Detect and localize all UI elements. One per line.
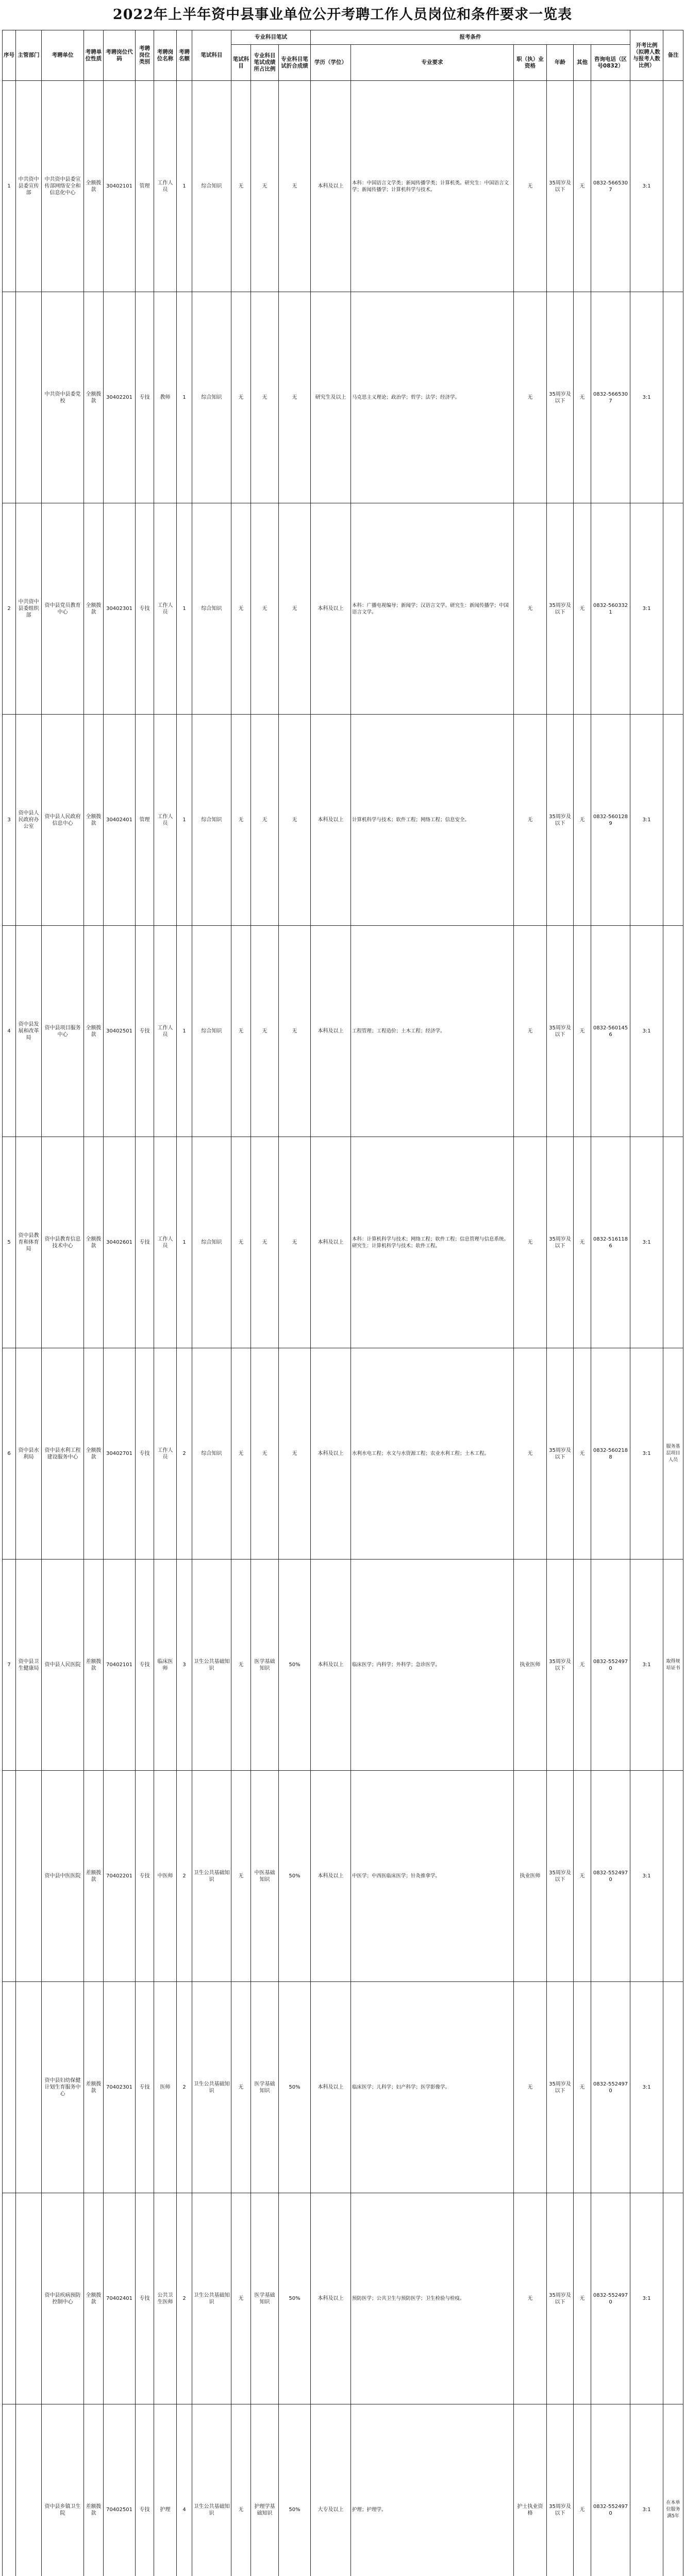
cell-seq bbox=[3, 2404, 16, 2576]
cell-code: 30402201 bbox=[104, 292, 136, 503]
cell-age: 35周岁及以下 bbox=[547, 1771, 574, 1982]
cell-phone: 0832-5601456 bbox=[591, 926, 630, 1137]
cell-unit: 资中县人民政府信息中心 bbox=[42, 715, 84, 926]
cell-type: 专技 bbox=[136, 926, 154, 1137]
cell-phone: 0832-5602188 bbox=[591, 1348, 630, 1560]
cell-exam: 综合知识 bbox=[192, 503, 231, 715]
cell-major: 水利水电工程；水文与水资源工程；农业水利工程；土木工程。 bbox=[351, 1348, 514, 1560]
cell-target: 无 bbox=[231, 2404, 251, 2576]
th-major: 专业要求 bbox=[351, 45, 514, 81]
cell-dept bbox=[16, 2404, 42, 2576]
cell-code: 30402101 bbox=[104, 81, 136, 292]
cell-remark bbox=[663, 81, 683, 292]
table-row bbox=[3, 2193, 683, 2404]
cell-sub1: 无 bbox=[251, 715, 279, 926]
cell-name: 工作人员 bbox=[154, 926, 177, 1137]
cell-target: 无 bbox=[231, 1348, 251, 1560]
cell-type: 专技 bbox=[136, 1982, 154, 2193]
cell-type: 专技 bbox=[136, 503, 154, 715]
cell-other: 无 bbox=[574, 715, 591, 926]
cell-sub2: 50% bbox=[279, 1771, 311, 1982]
cell-phone: 0832-5524970 bbox=[591, 2404, 630, 2576]
cell-seq: 5 bbox=[3, 1137, 16, 1348]
cell-other: 无 bbox=[574, 503, 591, 715]
cell-age: 35周岁及以下 bbox=[547, 1982, 574, 2193]
cell-code: 70402401 bbox=[104, 2193, 136, 2404]
table-row bbox=[3, 1560, 683, 1771]
th-count: 考聘名额 bbox=[177, 30, 192, 81]
cell-level: 本科及以上 bbox=[311, 1348, 351, 1560]
cell-type: 专技 bbox=[136, 292, 154, 503]
cell-ratio: 3:1 bbox=[630, 1137, 663, 1348]
table-row bbox=[3, 2404, 683, 2576]
cell-unit: 中共资中县委宣传部网络安全和信息化中心 bbox=[42, 81, 84, 292]
cell-phone: 0832-5601289 bbox=[591, 715, 630, 926]
cell-exam: 综合知识 bbox=[192, 1137, 231, 1348]
cell-count: 2 bbox=[177, 1348, 192, 1560]
cell-cert: 无 bbox=[514, 1348, 547, 1560]
cell-remark bbox=[663, 926, 683, 1137]
cell-unit: 资中县教育信息技术中心 bbox=[42, 1137, 84, 1348]
cell-cert: 无 bbox=[514, 81, 547, 292]
cell-ratio: 3:1 bbox=[630, 2404, 663, 2576]
cell-cert: 无 bbox=[514, 1982, 547, 2193]
cell-unit: 资中县党员教育中心 bbox=[42, 503, 84, 715]
th-type: 考聘岗位类别 bbox=[136, 30, 154, 81]
cell-name: 医师 bbox=[154, 1982, 177, 2193]
cell-level: 本科及以上 bbox=[311, 1137, 351, 1348]
cell-age: 35周岁及以下 bbox=[547, 1137, 574, 1348]
th-ratio: 开考比例（拟聘人数与报考人数比例） bbox=[630, 30, 663, 81]
th-cert: 职（执）业资格 bbox=[514, 45, 547, 81]
table-row bbox=[3, 1771, 683, 1982]
cell-nature: 差额拨款 bbox=[84, 1560, 104, 1771]
cell-level: 本科及以上 bbox=[311, 1982, 351, 2193]
cell-exam: 综合知识 bbox=[192, 81, 231, 292]
cell-other: 无 bbox=[574, 1982, 591, 2193]
cell-sub1: 无 bbox=[251, 292, 279, 503]
cell-code: 30402401 bbox=[104, 715, 136, 926]
cell-level: 研究生及以上 bbox=[311, 292, 351, 503]
cell-count: 2 bbox=[177, 2193, 192, 2404]
table-row bbox=[3, 715, 683, 926]
cell-code: 30402301 bbox=[104, 503, 136, 715]
cell-remark: 服务基层项目人员 bbox=[663, 1348, 683, 1560]
cell-nature: 全额拨款 bbox=[84, 503, 104, 715]
cell-seq: 7 bbox=[3, 1560, 16, 1771]
cell-code: 70402301 bbox=[104, 1982, 136, 2193]
cell-count: 4 bbox=[177, 2404, 192, 2576]
cell-age: 35周岁及以下 bbox=[547, 292, 574, 503]
cell-major: 中医学；中西医临床医学；针灸推拿学。 bbox=[351, 1771, 514, 1982]
cell-count: 1 bbox=[177, 503, 192, 715]
cell-ratio: 3:1 bbox=[630, 1348, 663, 1560]
th-nature: 考聘单位性质 bbox=[84, 30, 104, 81]
cell-ratio: 3:1 bbox=[630, 503, 663, 715]
cell-nature: 差额拨款 bbox=[84, 1982, 104, 2193]
cell-cert: 无 bbox=[514, 1137, 547, 1348]
th-remark: 备注 bbox=[663, 30, 683, 81]
cell-remark bbox=[663, 715, 683, 926]
cell-phone: 0832-5603321 bbox=[591, 503, 630, 715]
cell-sub2: 无 bbox=[279, 503, 311, 715]
cell-major: 本科：计算机科学与技术；网络工程；软件工程；信息管理与信息系统。研究生：计算机科学与技术；软件工程。 bbox=[351, 1137, 514, 1348]
cell-remark: 在本单位服务满5年 bbox=[663, 2404, 683, 2576]
cell-cert: 护士执业资格 bbox=[514, 2404, 547, 2576]
cell-sub1: 无 bbox=[251, 503, 279, 715]
cell-ratio: 3:1 bbox=[630, 1560, 663, 1771]
cell-cert: 无 bbox=[514, 715, 547, 926]
cell-ratio: 3:1 bbox=[630, 292, 663, 503]
table-body bbox=[3, 81, 683, 2576]
cell-level: 大专及以上 bbox=[311, 2404, 351, 2576]
cell-type: 专技 bbox=[136, 1560, 154, 1771]
cell-nature: 全额拨款 bbox=[84, 81, 104, 292]
cell-other: 无 bbox=[574, 1560, 591, 1771]
cell-type: 管理 bbox=[136, 81, 154, 292]
table-row bbox=[3, 926, 683, 1137]
table-header bbox=[3, 30, 683, 81]
cell-cert: 执业医师 bbox=[514, 1560, 547, 1771]
cell-level: 本科及以上 bbox=[311, 81, 351, 292]
cell-sub2: 无 bbox=[279, 1137, 311, 1348]
cell-target: 无 bbox=[231, 926, 251, 1137]
cell-nature: 差额拨款 bbox=[84, 2404, 104, 2576]
cell-target: 无 bbox=[231, 1560, 251, 1771]
page-title: 2022年上半年资中县事业单位公开考聘工作人员岗位和条件要求一览表 bbox=[112, 7, 573, 23]
cell-sub2: 无 bbox=[279, 1348, 311, 1560]
cell-unit: 资中县项目服务中心 bbox=[42, 926, 84, 1137]
cell-phone: 0832-5524970 bbox=[591, 2193, 630, 2404]
th-sub2: 专业科目笔试成绩所占比例 bbox=[251, 45, 279, 81]
cell-sub1: 中医基础知识 bbox=[251, 1771, 279, 1982]
cell-code: 70402501 bbox=[104, 2404, 136, 2576]
th-contact: 咨询电话（区号0832） bbox=[591, 45, 630, 81]
cell-code: 30402501 bbox=[104, 926, 136, 1137]
cell-exam: 综合知识 bbox=[192, 1348, 231, 1560]
cell-name: 教师 bbox=[154, 292, 177, 503]
th-unit: 考聘单位 bbox=[42, 30, 84, 81]
th-sub3: 专业科目笔试折合成绩 bbox=[279, 45, 311, 81]
cell-level: 本科及以上 bbox=[311, 926, 351, 1137]
cell-remark bbox=[663, 292, 683, 503]
cell-target: 无 bbox=[231, 2193, 251, 2404]
cell-count: 2 bbox=[177, 1982, 192, 2193]
cell-type: 专技 bbox=[136, 2193, 154, 2404]
cell-cert: 无 bbox=[514, 292, 547, 503]
cell-sub2: 50% bbox=[279, 2193, 311, 2404]
cell-unit: 资中县妇幼保健计划生育服务中心 bbox=[42, 1982, 84, 2193]
cell-dept: 资中县卫生健康局 bbox=[16, 1560, 42, 1771]
cell-seq: 6 bbox=[3, 1348, 16, 1560]
cell-name: 公共卫生医师 bbox=[154, 2193, 177, 2404]
cell-target: 无 bbox=[231, 715, 251, 926]
cell-exam: 综合知识 bbox=[192, 715, 231, 926]
cell-phone: 0832-5524970 bbox=[591, 1771, 630, 1982]
cell-other: 无 bbox=[574, 1771, 591, 1982]
cell-nature: 全额拨款 bbox=[84, 715, 104, 926]
cell-age: 35周岁及以下 bbox=[547, 503, 574, 715]
cell-phone: 0832-5161186 bbox=[591, 1137, 630, 1348]
cell-name: 中医师 bbox=[154, 1771, 177, 1982]
cell-major: 马克思主义理论；政治学；哲学；法学；经济学。 bbox=[351, 292, 514, 503]
cell-ratio: 3:1 bbox=[630, 81, 663, 292]
cell-unit: 资中县乡镇卫生院 bbox=[42, 2404, 84, 2576]
table-row bbox=[3, 1982, 683, 2193]
cell-nature: 全额拨款 bbox=[84, 926, 104, 1137]
cell-sub1: 无 bbox=[251, 1348, 279, 1560]
cell-age: 35周岁及以下 bbox=[547, 1560, 574, 1771]
cell-sub1: 医学基础知识 bbox=[251, 1560, 279, 1771]
cell-other: 无 bbox=[574, 1348, 591, 1560]
cell-name: 工作人员 bbox=[154, 1348, 177, 1560]
cell-unit: 资中县疾病预防控制中心 bbox=[42, 2193, 84, 2404]
cell-count: 1 bbox=[177, 292, 192, 503]
cell-nature: 差额拨款 bbox=[84, 1771, 104, 1982]
cell-ratio: 3:1 bbox=[630, 1771, 663, 1982]
cell-remark bbox=[663, 1137, 683, 1348]
cell-dept: 资中县教育和体育局 bbox=[16, 1137, 42, 1348]
cell-major: 本科：中国语言文学类；新闻传播学类；计算机类。研究生：中国语言文学；新闻传播学；计算机科学与技术。 bbox=[351, 81, 514, 292]
cell-remark: 取得规培证书 bbox=[663, 1560, 683, 1771]
cell-dept bbox=[16, 1982, 42, 2193]
cell-ratio: 3:1 bbox=[630, 715, 663, 926]
cell-target: 无 bbox=[231, 1771, 251, 1982]
cell-other: 无 bbox=[574, 81, 591, 292]
th-edu: 学历（学位） bbox=[311, 45, 351, 81]
cell-target: 无 bbox=[231, 1137, 251, 1348]
cell-unit: 资中县人民医院 bbox=[42, 1560, 84, 1771]
cell-remark bbox=[663, 1982, 683, 2193]
cell-code: 30402601 bbox=[104, 1137, 136, 1348]
cell-remark bbox=[663, 2193, 683, 2404]
cell-cert: 无 bbox=[514, 503, 547, 715]
cell-target: 无 bbox=[231, 1982, 251, 2193]
cell-type: 专技 bbox=[136, 2404, 154, 2576]
cell-other: 无 bbox=[574, 292, 591, 503]
cell-major: 工程管理；工程造价；土木工程；经济学。 bbox=[351, 926, 514, 1137]
th-seq: 序号 bbox=[3, 30, 16, 81]
th-other: 其他 bbox=[574, 45, 591, 81]
cell-sub1: 无 bbox=[251, 81, 279, 292]
cell-nature: 全额拨款 bbox=[84, 1348, 104, 1560]
cell-seq bbox=[3, 1982, 16, 2193]
th-conditions-group: 报考条件 bbox=[311, 30, 630, 45]
cell-dept bbox=[16, 292, 42, 503]
cell-code: 70402201 bbox=[104, 1771, 136, 1982]
th-dept: 主管部门 bbox=[16, 30, 42, 81]
cell-nature: 全额拨款 bbox=[84, 2193, 104, 2404]
cell-dept: 资中县人民政府办公室 bbox=[16, 715, 42, 926]
cell-seq: 1 bbox=[3, 81, 16, 292]
cell-phone: 0832-5524970 bbox=[591, 1560, 630, 1771]
cell-age: 35周岁及以下 bbox=[547, 2404, 574, 2576]
cell-phone: 0832-5665307 bbox=[591, 81, 630, 292]
cell-cert: 执业医师 bbox=[514, 1771, 547, 1982]
cell-code: 70402101 bbox=[104, 1560, 136, 1771]
th-code: 考聘岗位代码 bbox=[104, 30, 136, 81]
cell-sub1: 无 bbox=[251, 1137, 279, 1348]
cell-target: 无 bbox=[231, 81, 251, 292]
cell-sub2: 无 bbox=[279, 292, 311, 503]
cell-sub2: 50% bbox=[279, 1982, 311, 2193]
cell-phone: 0832-5665307 bbox=[591, 292, 630, 503]
cell-major: 计算机科学与技术；软件工程；网络工程；信息安全。 bbox=[351, 715, 514, 926]
cell-count: 3 bbox=[177, 1560, 192, 1771]
cell-other: 无 bbox=[574, 2193, 591, 2404]
cell-age: 35周岁及以下 bbox=[547, 1348, 574, 1560]
cell-target: 无 bbox=[231, 503, 251, 715]
cell-exam: 综合知识 bbox=[192, 292, 231, 503]
cell-count: 1 bbox=[177, 926, 192, 1137]
cell-exam: 卫生公共基础知识 bbox=[192, 2404, 231, 2576]
cell-code: 30402701 bbox=[104, 1348, 136, 1560]
cell-name: 临床医师 bbox=[154, 1560, 177, 1771]
cell-dept: 资中县发展和改革局 bbox=[16, 926, 42, 1137]
cell-dept bbox=[16, 1771, 42, 1982]
cell-exam: 卫生公共基础知识 bbox=[192, 1771, 231, 1982]
cell-dept: 资中县水利局 bbox=[16, 1348, 42, 1560]
cell-target: 无 bbox=[231, 292, 251, 503]
cell-seq: 4 bbox=[3, 926, 16, 1137]
cell-exam: 卫生公共基础知识 bbox=[192, 2193, 231, 2404]
cell-sub1: 医学基础知识 bbox=[251, 1982, 279, 2193]
cell-level: 本科及以上 bbox=[311, 715, 351, 926]
cell-type: 专技 bbox=[136, 1137, 154, 1348]
recruitment-table bbox=[2, 30, 683, 2576]
th-age: 年龄 bbox=[547, 45, 574, 81]
cell-seq: 3 bbox=[3, 715, 16, 926]
cell-name: 工作人员 bbox=[154, 81, 177, 292]
cell-exam: 综合知识 bbox=[192, 926, 231, 1137]
cell-age: 35周岁及以下 bbox=[547, 81, 574, 292]
cell-seq bbox=[3, 292, 16, 503]
cell-sub2: 无 bbox=[279, 926, 311, 1137]
cell-count: 1 bbox=[177, 715, 192, 926]
cell-sub1: 无 bbox=[251, 926, 279, 1137]
cell-major: 临床医学；儿科学；妇产科学；医学影像学。 bbox=[351, 1982, 514, 2193]
cell-dept bbox=[16, 2193, 42, 2404]
cell-sub2: 无 bbox=[279, 715, 311, 926]
cell-cert: 无 bbox=[514, 2193, 547, 2404]
cell-other: 无 bbox=[574, 926, 591, 1137]
cell-type: 管理 bbox=[136, 715, 154, 926]
table-row bbox=[3, 1348, 683, 1560]
cell-phone: 0832-5524970 bbox=[591, 1982, 630, 2193]
cell-dept: 中共资中县委组织部 bbox=[16, 503, 42, 715]
cell-count: 2 bbox=[177, 1771, 192, 1982]
th-exam-subject: 笔试科目 bbox=[192, 30, 231, 81]
table-row bbox=[3, 503, 683, 715]
th-professional-group: 专业科目笔试 bbox=[231, 30, 311, 45]
cell-age: 35周岁及以下 bbox=[547, 926, 574, 1137]
cell-count: 1 bbox=[177, 81, 192, 292]
table-row bbox=[3, 81, 683, 292]
cell-type: 专技 bbox=[136, 1771, 154, 1982]
cell-nature: 全额拨款 bbox=[84, 292, 104, 503]
cell-exam: 卫生公共基础知识 bbox=[192, 1982, 231, 2193]
cell-sub1: 护理学基础知识 bbox=[251, 2404, 279, 2576]
cell-age: 35周岁及以下 bbox=[547, 2193, 574, 2404]
cell-level: 本科及以上 bbox=[311, 1771, 351, 1982]
cell-dept: 中共资中县委宣传部 bbox=[16, 81, 42, 292]
cell-exam: 卫生公共基础知识 bbox=[192, 1560, 231, 1771]
cell-unit: 资中县中医医院 bbox=[42, 1771, 84, 1982]
cell-remark bbox=[663, 1771, 683, 1982]
cell-major: 临床医学；内科学；外科学；急诊医学。 bbox=[351, 1560, 514, 1771]
cell-level: 本科及以上 bbox=[311, 2193, 351, 2404]
cell-name: 护理 bbox=[154, 2404, 177, 2576]
cell-remark bbox=[663, 503, 683, 715]
cell-unit: 中共资中县委党校 bbox=[42, 292, 84, 503]
cell-ratio: 3:1 bbox=[630, 926, 663, 1137]
cell-name: 工作人员 bbox=[154, 503, 177, 715]
cell-level: 本科及以上 bbox=[311, 503, 351, 715]
cell-major: 预防医学；公共卫生与预防医学；卫生检验与检疫。 bbox=[351, 2193, 514, 2404]
cell-name: 工作人员 bbox=[154, 715, 177, 926]
th-sub1: 笔试科目 bbox=[231, 45, 251, 81]
cell-other: 无 bbox=[574, 1137, 591, 1348]
cell-sub2: 50% bbox=[279, 2404, 311, 2576]
cell-seq bbox=[3, 2193, 16, 2404]
cell-count: 1 bbox=[177, 1137, 192, 1348]
cell-other: 无 bbox=[574, 2404, 591, 2576]
cell-sub1: 医学基础知识 bbox=[251, 2193, 279, 2404]
cell-level: 本科及以上 bbox=[311, 1560, 351, 1771]
th-name: 考聘岗位名称 bbox=[154, 30, 177, 81]
table-row bbox=[3, 1137, 683, 1348]
cell-major: 本科：广播电视编导；新闻学；汉语言文学。研究生：新闻传播学；中国语言文学。 bbox=[351, 503, 514, 715]
cell-unit: 资中县水利工程建设服务中心 bbox=[42, 1348, 84, 1560]
cell-seq bbox=[3, 1771, 16, 1982]
cell-ratio: 3:1 bbox=[630, 1982, 663, 2193]
cell-major: 护理；护理学。 bbox=[351, 2404, 514, 2576]
cell-cert: 无 bbox=[514, 926, 547, 1137]
cell-sub2: 无 bbox=[279, 81, 311, 292]
cell-type: 专技 bbox=[136, 1348, 154, 1560]
cell-sub2: 50% bbox=[279, 1560, 311, 1771]
cell-nature: 全额拨款 bbox=[84, 1137, 104, 1348]
cell-ratio: 3:1 bbox=[630, 2193, 663, 2404]
table-row bbox=[3, 292, 683, 503]
cell-name: 工作人员 bbox=[154, 1137, 177, 1348]
cell-seq: 2 bbox=[3, 503, 16, 715]
cell-age: 35周岁及以下 bbox=[547, 715, 574, 926]
